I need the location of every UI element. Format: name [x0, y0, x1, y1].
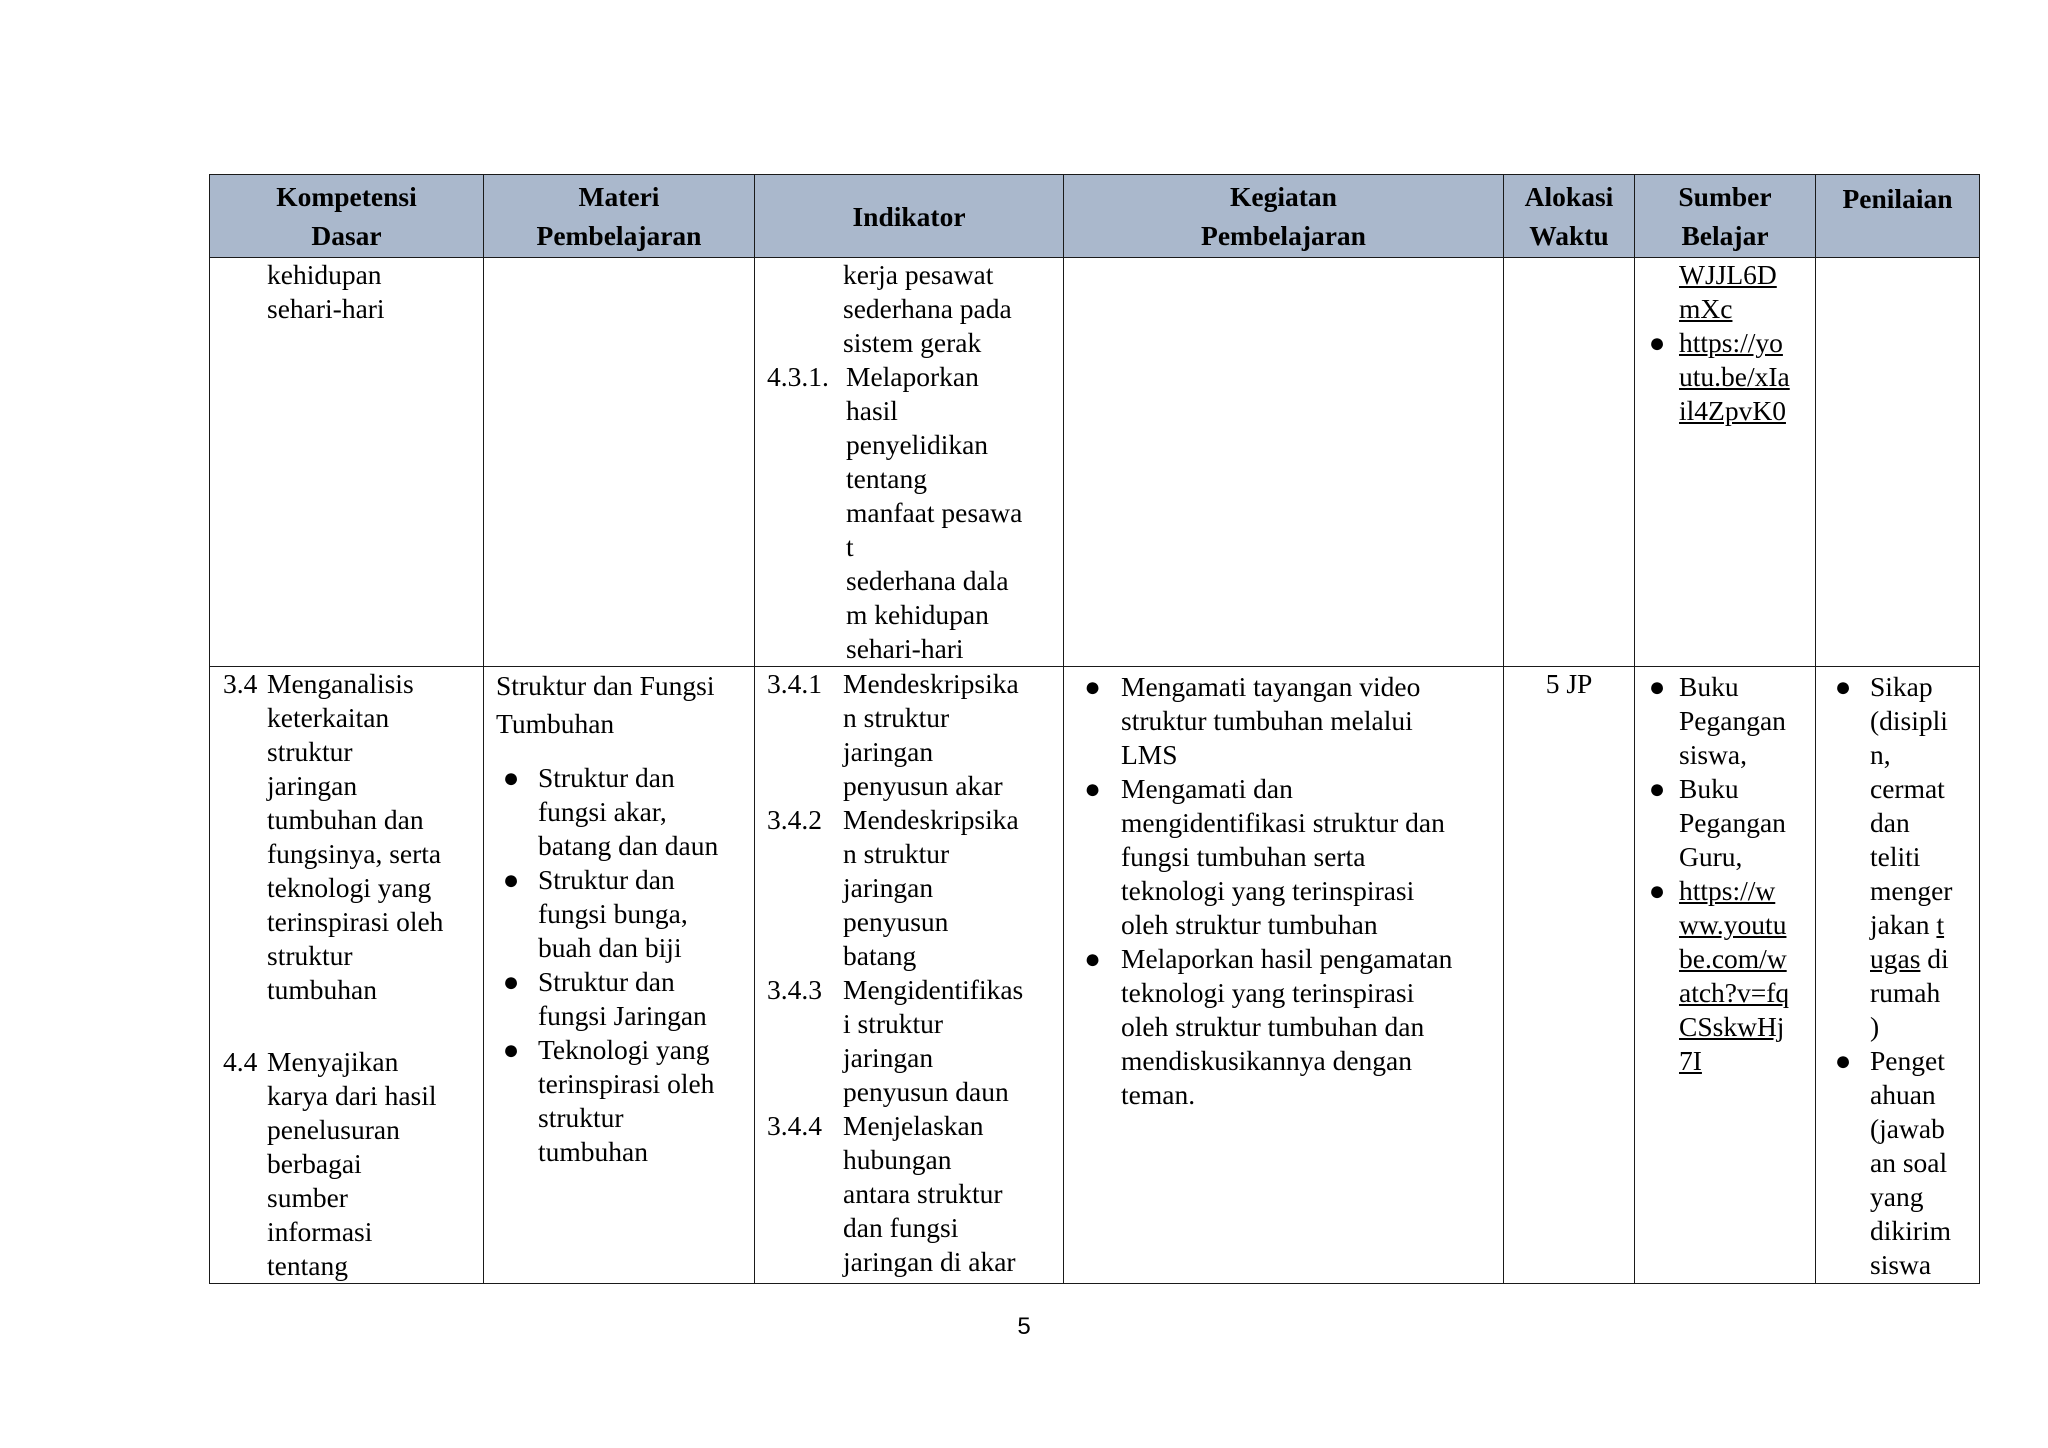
kd-cell: [210, 667, 484, 1284]
kegiatan-item-text: Mengamati dan mengidentifikasi struktur dan fungsi tumbuhan serta teknologi yang terinspirasi oleh struktur tumbuhan: [1121, 773, 1445, 940]
sumber-item: [1635, 772, 1815, 874]
header-sumber-belajar: Sumber Belajar: [1635, 175, 1816, 258]
bullet-icon: ●: [502, 762, 520, 793]
penilaian-item: [1816, 670, 1979, 1044]
header-kompetensi-dasar: Kompetensi Dasar: [210, 175, 484, 258]
indikator-list: [755, 667, 1063, 1279]
kegiatan-item: [1064, 942, 1503, 1112]
kd-number: 3.4: [223, 668, 258, 699]
sumber-link-continued[interactable]: WJJL6D mXc: [1679, 259, 1777, 324]
indikator-item: [755, 973, 1063, 1109]
indikator-number: 3.4.4: [767, 1110, 822, 1141]
header-materi-pembelajaran: Materi Pembelajaran: [484, 175, 755, 258]
kd-item-4-4: [210, 1045, 483, 1283]
sumber-cell: [1635, 667, 1816, 1284]
kd-continued-text: kehidupan sehari-hari: [267, 259, 385, 324]
penilaian-link-t[interactable]: t: [1936, 909, 1945, 940]
kd-number: 4.4: [223, 1046, 258, 1077]
sumber-item: [1635, 326, 1815, 428]
bullet-icon: ●: [1084, 943, 1101, 974]
materi-item-text: Struktur dan fungsi Jaringan: [538, 966, 707, 1031]
indikator-item: [755, 803, 1063, 973]
sumber-cell-continued: [1635, 258, 1816, 667]
materi-item: [484, 761, 754, 863]
indikator-number: 3.4.3: [767, 974, 822, 1005]
materi-cell: [484, 667, 755, 1284]
materi-item: [484, 965, 754, 1033]
bullet-icon: ●: [1084, 773, 1101, 804]
indikator-number: 3.4.1: [767, 668, 822, 699]
kd-item-3-4: [210, 667, 483, 1007]
sumber-item: [1635, 874, 1815, 1078]
indikator-item: [755, 360, 1063, 666]
lesson-plan-table: [209, 174, 1980, 1284]
penilaian-link-ugas[interactable]: ugas: [1870, 943, 1921, 974]
indikator-cell-continued: [755, 258, 1064, 667]
alokasi-cell-empty: [1504, 258, 1635, 667]
header-indikator: Indikator: [755, 175, 1064, 258]
materi-item: [484, 863, 754, 965]
penilaian-sikap: Sikap (disipli n, cermat dan teliti menger jakan t ugas di rumah ): [1870, 671, 1953, 1042]
sumber-text: Buku Pegangan Guru,: [1679, 773, 1786, 872]
table-row: [210, 667, 1980, 1284]
kegiatan-cell: [1064, 667, 1504, 1284]
penilaian-cell-empty: [1816, 258, 1980, 667]
bullet-icon: ●: [1648, 875, 1666, 906]
kegiatan-cell-empty: [1064, 258, 1504, 667]
indikator-item: [755, 1109, 1063, 1279]
youtube-link[interactable]: https://yo utu.be/xIa il4ZpvK0: [1679, 327, 1790, 426]
indikator-text: Mengidentifikas i struktur jaringan penyusun daun: [843, 974, 1024, 1107]
kegiatan-item: [1064, 670, 1503, 772]
kd-cell-continued: [210, 258, 484, 667]
youtube-link[interactable]: https://w ww.youtu be.com/w atch?v=fq CSskwHj 7I: [1679, 875, 1790, 1076]
materi-item-text: Teknologi yang terinspirasi oleh struktur tumbuhan: [538, 1034, 715, 1167]
header-kegiatan-pembelajaran: Kegiatan Pembelajaran: [1064, 175, 1504, 258]
bullet-icon: ●: [502, 864, 520, 895]
bullet-icon: ●: [502, 1034, 520, 1065]
materi-cell-empty: [484, 258, 755, 667]
header-row: [210, 175, 1980, 258]
page-number: 5: [1017, 1313, 1031, 1340]
kd-text: Menyajikan karya dari hasil penelusuran berbagai sumber informasi tentang: [267, 1046, 437, 1281]
sumber-item: [1635, 670, 1815, 772]
bullet-icon: ●: [502, 966, 520, 997]
sumber-list: [1635, 667, 1815, 1078]
table-row: [210, 258, 1980, 667]
materi-item: [484, 1033, 754, 1169]
bullet-icon: ●: [1648, 671, 1666, 702]
penilaian-cell: [1816, 667, 1980, 1284]
bullet-icon: ●: [1648, 773, 1666, 804]
kegiatan-item-text: Mengamati tayangan video struktur tumbuhan melalui LMS: [1121, 671, 1421, 770]
indikator-number: 3.4.2: [767, 804, 822, 835]
indikator-number: 4.3.1.: [767, 361, 829, 392]
indikator-text: Menjelaskan hubungan antara struktur dan fungsi jaringan di akar: [843, 1110, 1016, 1277]
indikator-cell: [755, 667, 1064, 1284]
indikator-item: [755, 667, 1063, 803]
indikator-text: Mendeskripsika n struktur jaringan penyusun batang: [843, 804, 1019, 971]
penilaian-pengetahuan: Penget ahuan (jawab an soal yang dikirim siswa: [1870, 1045, 1951, 1280]
bullet-icon: ●: [1084, 671, 1101, 702]
kegiatan-list: [1064, 667, 1503, 1112]
materi-title: Struktur dan Fungsi Tumbuhan: [496, 670, 715, 739]
bullet-icon: ●: [1834, 1045, 1852, 1076]
indikator-text: Melaporkan hasil penyelidikan tentang manfaat pesawa t sederhana dala m kehidupan sehari-hari: [846, 361, 1023, 664]
header-penilaian: Penilaian: [1816, 175, 1980, 258]
indikator-text: Mendeskripsika n struktur jaringan penyusun akar: [843, 668, 1019, 801]
kegiatan-item-text: Melaporkan hasil pengamatan teknologi yang terinspirasi oleh struktur tumbuhan dan mendiskusikannya dengan teman.: [1121, 943, 1453, 1110]
alokasi-cell: [1504, 667, 1635, 1284]
header-alokasi-waktu: Alokasi Waktu: [1504, 175, 1635, 258]
bullet-icon: ●: [1648, 327, 1666, 358]
indikator-continued-text: kerja pesawat sederhana pada sistem gerak: [843, 259, 1012, 358]
kegiatan-item: [1064, 772, 1503, 942]
penilaian-item: [1816, 1044, 1979, 1282]
sumber-text: Buku Pegangan siswa,: [1679, 671, 1786, 770]
materi-item-text: Struktur dan fungsi akar, batang dan daun: [538, 762, 719, 861]
kd-text: Menganalisis keterkaitan struktur jaringan tumbuhan dan fungsinya, serta teknologi yang terinspirasi oleh struktur tumbuhan: [267, 668, 444, 1005]
alokasi-value: 5 JP: [1545, 668, 1593, 699]
bullet-icon: ●: [1834, 671, 1852, 702]
materi-item-text: Struktur dan fungsi bunga, buah dan biji: [538, 864, 688, 963]
materi-list: [484, 761, 754, 1169]
